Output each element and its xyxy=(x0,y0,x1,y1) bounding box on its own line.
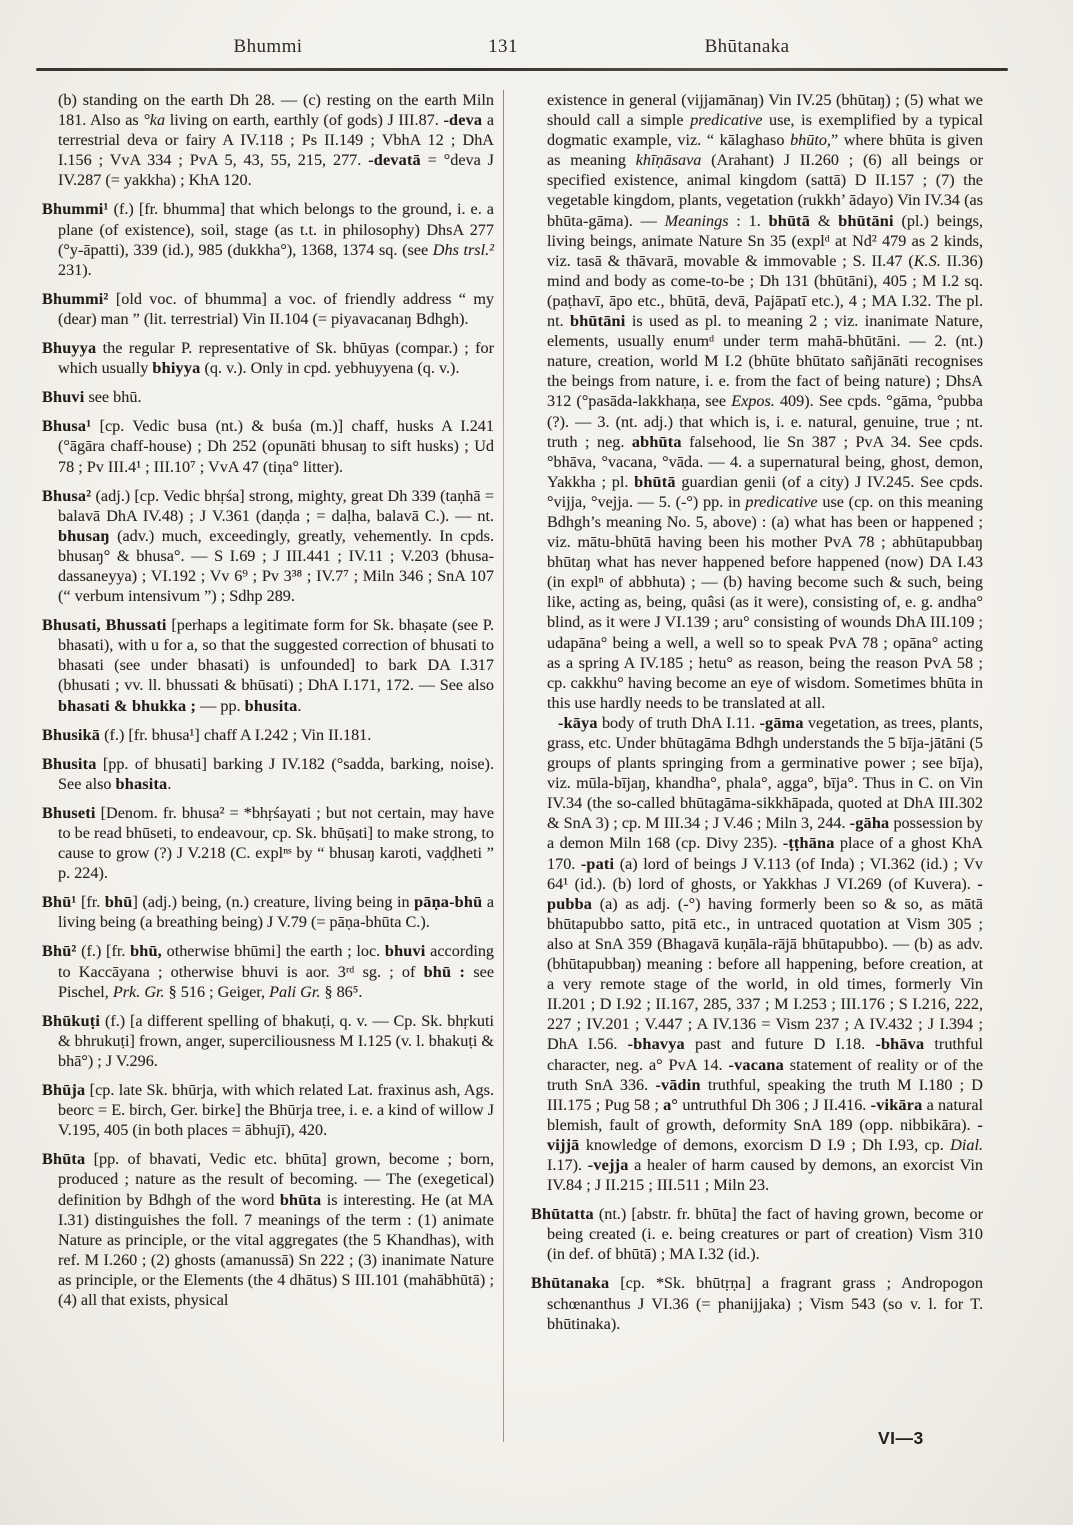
bold-term: -vacana xyxy=(728,1055,784,1074)
bold-term: -bhavya xyxy=(627,1035,685,1054)
italic-term: Prk. Gr. xyxy=(112,982,165,1001)
italic-term: Dial. xyxy=(950,1135,983,1154)
bold-term: bhūtāni xyxy=(570,312,626,331)
bold-term: Bhū¹ xyxy=(42,893,77,912)
italic-term: bhūto, xyxy=(790,131,831,150)
bold-term: Bhūtanaka xyxy=(531,1274,610,1293)
left-column xyxy=(42,90,494,1319)
header-right-word: Bhūtanaka xyxy=(704,36,790,57)
italic-term: khīṇāsava xyxy=(635,151,702,170)
bold-term: abhūta xyxy=(631,432,682,451)
bold-term: -ṭṭhāna xyxy=(782,834,835,853)
bold-term: Bhusa² xyxy=(42,486,92,505)
column-divider xyxy=(503,90,504,1442)
bold-term: Bhūtatta xyxy=(531,1205,594,1224)
bold-term: Bhuyya xyxy=(42,339,97,358)
bold-term: Bhū² xyxy=(42,942,77,961)
bold-term: bhuvi xyxy=(384,942,426,961)
bold-term: -vādin xyxy=(655,1075,701,1094)
bold-term: pāṇa-bhū xyxy=(414,893,483,912)
bold-term: bhū, xyxy=(130,942,162,961)
entry-bhummi-1: Bhummi¹ (f.) [fr. bhumma] that which belongs to the ground, i. e. a plane (of existence), soil, stage (as t.t. in philosophy) DhsA 277 (°y-āpatti), 339 (id.), 985 (dukkha°), 1368, 1374 sq. (see Dhs trsl.² 231). xyxy=(42,200,494,279)
italic-term: Pali Gr. xyxy=(269,982,321,1001)
bold-term: bhiyya xyxy=(152,359,201,378)
entry-bhuta-compounds: -kāya body of truth DhA I.11. -gāma vegetation, as trees, plants, grass, etc. Under bhūtagāma Bdhgh understands the 5 bīja-jātāni (5 groups of plants springing from a germinative power ; see bīja), viz. mūla-bījaŋ, khandha°, phala°, agga°, bīja°. Thus in C. on Vin IV.34 (the so-called bhūtagāma-sikkhāpada, quoted at DhA III.302 & SnA 3) ; cp. M III.34 ; J V.46 ; Miln 3, 244. -gāha possession by a demon Miln 168 (cp. Divy 235). -ṭṭhāna place of a ghost KhA 170. -pati (a) lord of beings J V.113 (of Inda) ; VI.362 (id.) ; Vv 64¹ (id.). (b) lord of ghosts, or Yakkhas J VI.269 (of Kuvera). -pubba (a) as adj. (-°) having formerly been so & so, as mātā bhūtapubbo satto, pitā etc., in untraced quotation at Vism 305 ; also at SnA 359 (Bhagavā kuṇāla-rājā bhūtapubbo). — (b) as adv. (bhūtapubbaŋ) meaning : before all happening, before creation, at a very remote stage of the world, in old times, formerly Vin II.201 ; D I.92 ; II.167, 285, 337 ; M I.253 ; III.176 ; S I.216, 222, 227 ; IV.201 ; V.447 ; A IV.136 = Vism 237 ; A IV.432 ; J I.394 ; DhA I.56. -bhavya past and future D I.18. -bhāva truthful character, neg. a° PvA 14. -vacana statement of reality or of the truth SnA 336. -vādin truthful, speaking the truth M I.180 ; D III.175 ; Pug 58 ; a° untruthful Dh 306 ; J II.416. -vikāra a natural blemish, fault of growth, deformity SnA 189 (opp. nibbikāra). -vijjā knowledge of demons, exorcism D I.9 ; Dh I.93, cp. Dial. I.17). -vejja a healer of harm caused by demons, an exorcist Vin IV.84 ; J II.215 ; III.511 ; Miln 23. xyxy=(547,713,984,1195)
bold-term: bhūtā xyxy=(634,472,676,491)
bold-term: bhūta xyxy=(279,1190,322,1209)
entry-bhusati: Bhusati, Bhussati [perhaps a legitimate form for Sk. bhaṣate (see P. bhasati), with u for a, so that the suggested correction of bhusati to bhasati (see under bhasati) is unfounded] to bark DA I.317 (bhusati ; vv. ll. bhussati & bhūsati) ; DhA I.171, 172. — See also bhasati & bhukka ; — pp. bhusita. xyxy=(42,616,494,715)
bold-term: -gāma xyxy=(759,713,804,732)
italic-term: Dhs trsl.² xyxy=(432,240,494,259)
bold-term: bhasati & bhukka ; xyxy=(58,696,197,715)
bold-term: Bhummi² xyxy=(42,289,109,308)
entry-bhu-2: Bhū² (f.) [fr. bhū, otherwise bhūmi] the earth ; loc. bhuvi according to Kaccāyana ; otherwise bhuvi is aor. 3ʳᵈ sg. ; of bhū : see Pischel, Prk. Gr. § 516 ; Geiger, Pali Gr. § 86⁵. xyxy=(42,942,495,1001)
right-column xyxy=(531,90,983,1343)
bold-term: Bhuvi xyxy=(42,388,85,407)
bold-term: Bhusikā xyxy=(42,725,101,744)
italic-term: Meanings xyxy=(664,211,729,230)
entry-bhummi-2: Bhummi² [old voc. of bhumma] a voc. of friendly address “ my (dear) man ” (lit. terrestrial) Vin II.104 (= piyavacanaŋ Bdhgh). xyxy=(42,289,494,328)
entry-bhuja: Bhūja [cp. late Sk. bhūrja, with which related Lat. fraxinus ash, Ags. beorc = E. birch, Ger. birke] the Bhūrja tree, i. e. a kind of willow J V.195, 405 (in both places = ābhujī), 420. xyxy=(42,1081,494,1140)
entry-bhutanaka: Bhūtanaka [cp. *Sk. bhūtṛṇa] a fragrant grass ; Andropogon schœnanthus J VI.36 (= phanijjaka) ; Vism 543 (so v. l. for T. bhūtinaka). xyxy=(531,1274,983,1333)
entry-bhuseti: Bhuseti [Denom. fr. bhusa² = *bhṛśayati ; but not certain, may have to be read bhūseti, to endeavour, cp. Sk. bhūṣati] to make strong, to cause to grow (?) J V.218 (C. explⁿˢ by “ bhusaŋ karoti, vaḍḍheti ” p. 224). xyxy=(42,803,494,883)
entry-bhuta: Bhūta [pp. of bhavati, Vedic etc. bhūta] grown, become ; born, produced ; nature as the result of becoming. — The (exegetical) definition by Bdhgh of the word bhūta is interesting. He (at MA I.31) distinguishes the foll. 7 meanings of the term : (1) animate Nature as principle, or the vital aggregates (the 5 Khandhas), with ref. M I.260 ; (2) ghosts (amanussā) Sn 222 ; (3) inanimate Nature as principle, or the Elements (the 4 dhātus) S III.101 (mahābhūtā) ; (4) all that exists, physical xyxy=(42,1150,494,1309)
entry-bhukuti: Bhūkuṭi (f.) [a different spelling of bhakuṭi, q. v. — Cp. Sk. bhṛkuti & bhrukuṭi] frown, anger, superciliousness M I.125 (v. l. bhakuṭi & bhā°) ; J V.296. xyxy=(42,1011,494,1070)
entry-bhutatta: Bhūtatta (nt.) [abstr. fr. bhūta] the fact of having grown, become or being created (i. e. being creatures or part of creation) Vism 310 (in def. of bhūtā) ; MA I.32 (id.). xyxy=(531,1205,983,1264)
signature-mark: VI—3 xyxy=(878,1428,924,1448)
header-left-word: Bhummi xyxy=(233,36,303,57)
bold-term: Bhuseti xyxy=(42,803,96,822)
bold-term: -vijjā xyxy=(547,1115,983,1154)
bold-term: Bhusa¹ xyxy=(42,417,92,436)
italic-term: K.S. xyxy=(913,251,941,270)
italic-term: predicative xyxy=(745,492,818,511)
bold-term: bhūtā xyxy=(768,211,811,230)
italic-term: Expos. xyxy=(731,392,775,411)
entry-bhusika: Bhusikā (f.) [fr. bhusa¹] chaff A I.242 ; Vin II.181. xyxy=(42,725,372,744)
bold-term: bhū : xyxy=(423,962,466,981)
bold-term: Bhusita xyxy=(42,754,97,773)
bold-term: -kāya xyxy=(558,713,598,732)
entry-bhusa-1: Bhusa¹ [cp. Vedic busa (nt.) & buśa (m.)] chaff, husks A I.241 (°āgāra chaff-house) ; Dh 252 (opunāti bhusaŋ to sift husks) ; Ud 78 ; Pv III.4¹ ; III.10⁷ ; VvA 47 (tiṇa° litter). xyxy=(42,417,494,476)
header-rule xyxy=(36,68,1008,71)
entry-bhu-1: Bhū¹ [fr. bhū] (adj.) being, (n.) creature, living being in pāṇa-bhū a living being (a breathing being) J V.79 (= pāṇa-bhūta C.). xyxy=(42,893,495,932)
page-number: 131 xyxy=(488,36,518,57)
entry-bhusa-2: Bhusa² (adj.) [cp. Vedic bhṛśa] strong, mighty, great Dh 339 (taṇhā = balavā DhA IV.48) ; J V.361 (daṇḍa ; = daḷha, balavā C.). — nt. bhusaŋ (adv.) much, exceedingly, greatly, vehemently. In cpds. bhusaŋ° & bhusa°. — S I.69 ; J III.441 ; IV.11 ; V.203 (bhusa-dassaneyya) ; VI.192 ; Vv 6⁹ ; Pv 3³⁸ ; IV.7⁷ ; Miln 346 ; SnA 107 (“ verbum intensivum ”) ; Sdhp 289. xyxy=(42,486,494,606)
bold-term: Bhusati, Bhussati xyxy=(42,616,167,635)
entry-bhuvi: Bhuvi see bhū. xyxy=(42,388,142,407)
bold-term: Bhūta xyxy=(42,1150,86,1169)
bold-term: Bhummi¹ xyxy=(42,200,109,219)
bold-term: -vejja xyxy=(587,1155,629,1174)
italic-term: predicative xyxy=(690,111,763,130)
bold-term: bhūtāni xyxy=(838,211,894,230)
bold-term: -pati xyxy=(580,854,615,873)
entry-bhuyya: Bhuyya the regular P. representative of Sk. bhūyas (compar.) ; for which usually bhiyya (q. v.). Only in cpd. yebhuyyena (q. v.). xyxy=(42,339,494,378)
bold-term: bhusita xyxy=(244,696,298,715)
entry-bhuta-continuation: existence in general (vijjamānaŋ) Vin IV.25 (bhūtaŋ) ; (5) what we should call a simple predicative use, is exemplified by a typical dogmatic example, viz. “ kālaghaso bhūto,” where bhūta is given as meaning khīṇāsava (Arahant) J II.260 ; (6) all beings or specified existence, animal kingdom (sattā) D II.157 ; (7) the vegetable kingdom, plants, vegetation (rukkh’ ādayo) Vin IV.34 (as bhūta-gāma). — Meanings : 1. bhūtā & bhūtāni (pl.) beings, living beings, animate Nature Sn 35 (explᵈ at Nd² 479 as 2 kinds, viz. tasā & thāvarā, movable & immovable ; S. II.47 (K.S. II.36) mind and body as come-to-be ; Dh 131 (bhūtāni), 405 ; M I.2 sq. (paṭhavī, āpo etc., bhūtā, devā, Pajāpatī etc.), 4 ; MA I.32. The pl. nt. bhūtāni is used as pl. to meaning 2 ; viz. inanimate Nature, elements, usually enumᵈ under term mahā-bhūtāni. — 2. (nt.) nature, creation, world M I.2 (bhūte bhūtato sañjānāti recognises the beings from nature, i. e. from the fact of being nature) ; DhsA 312 (°pasāda-lakkhaṇa, see Expos. 409). See cpds. °gāma, °pubba (?). — 3. (nt. adj.) that which is, i. e. natural, genuine, true ; nt. truth ; neg. abhūta falsehood, lie Sn 387 ; PvA 34. See cpds. °bhāva, °vacana, °vāda. — 4. a supernatural being, ghost, demon, Yakkha ; pl. bhūtā guardian genii (of a city) J IV.245. See cpds. °vijja, °vejja. — 5. (-°) pp. in predicative use (cp. on this meaning Bdhgh’s meaning No. 5, above) : (a) what has been or happened ; viz. mātu-bhūtā having been his mother PvA 78 ; abhūtapubbaŋ bhūtaŋ what has never happened before happened (now) DA I.43 (in explⁿ of abbhuta) ; — (b) having become such & such, being like, acting as, being, quâsi (as it were), consisting of, e. g. andha° blind, as it were J VI.139 ; aru° consisting of wounds DhA III.109 ; udapāna° being a well, a well so to speak PvA 78 ; opāna° acting as a spring A IV.185 ; hetu° as reason, being the reason PvA 58 ; cp. cakkhu° having become an eye of wisdom. Sometimes bhūta in this use hardly needs to be translated at all. xyxy=(547,91,984,712)
entry-bhumma-continuation: (b) standing on the earth Dh 28. — (c) resting on the earth Miln 181. Also as °ka living on earth, earthly (of gods) J III.87. -deva a terrestrial deva or fairy A IV.118 ; Ps II.149 ; VbhA 12 ; DhA I.156 ; VvA 334 ; PvA 5, 43, 55, 215, 277. -devatā = °deva J IV.287 (= yakkha) ; KhA 120. xyxy=(58,91,495,190)
bold-term: a° xyxy=(663,1095,679,1114)
italic-term: °ka xyxy=(143,111,166,130)
bold-term: Bhūja xyxy=(42,1081,86,1100)
bold-term: bhasita xyxy=(115,774,168,793)
bold-term: -deva xyxy=(443,111,483,130)
bold-term: bhusaŋ xyxy=(58,526,110,545)
entry-bhusita: Bhusita [pp. of bhusati] barking J IV.182 (°sadda, barking, noise). See also bhasita. xyxy=(42,754,494,793)
bold-term: -bhāva xyxy=(875,1035,925,1054)
bold-term: -devatā xyxy=(368,151,421,170)
bold-term: -pubba xyxy=(547,874,983,913)
bold-term: -vikāra xyxy=(870,1095,923,1114)
bold-term: bhū xyxy=(104,893,133,912)
bold-term: -gāha xyxy=(849,814,890,833)
bold-term: Bhūkuṭi xyxy=(42,1011,101,1030)
